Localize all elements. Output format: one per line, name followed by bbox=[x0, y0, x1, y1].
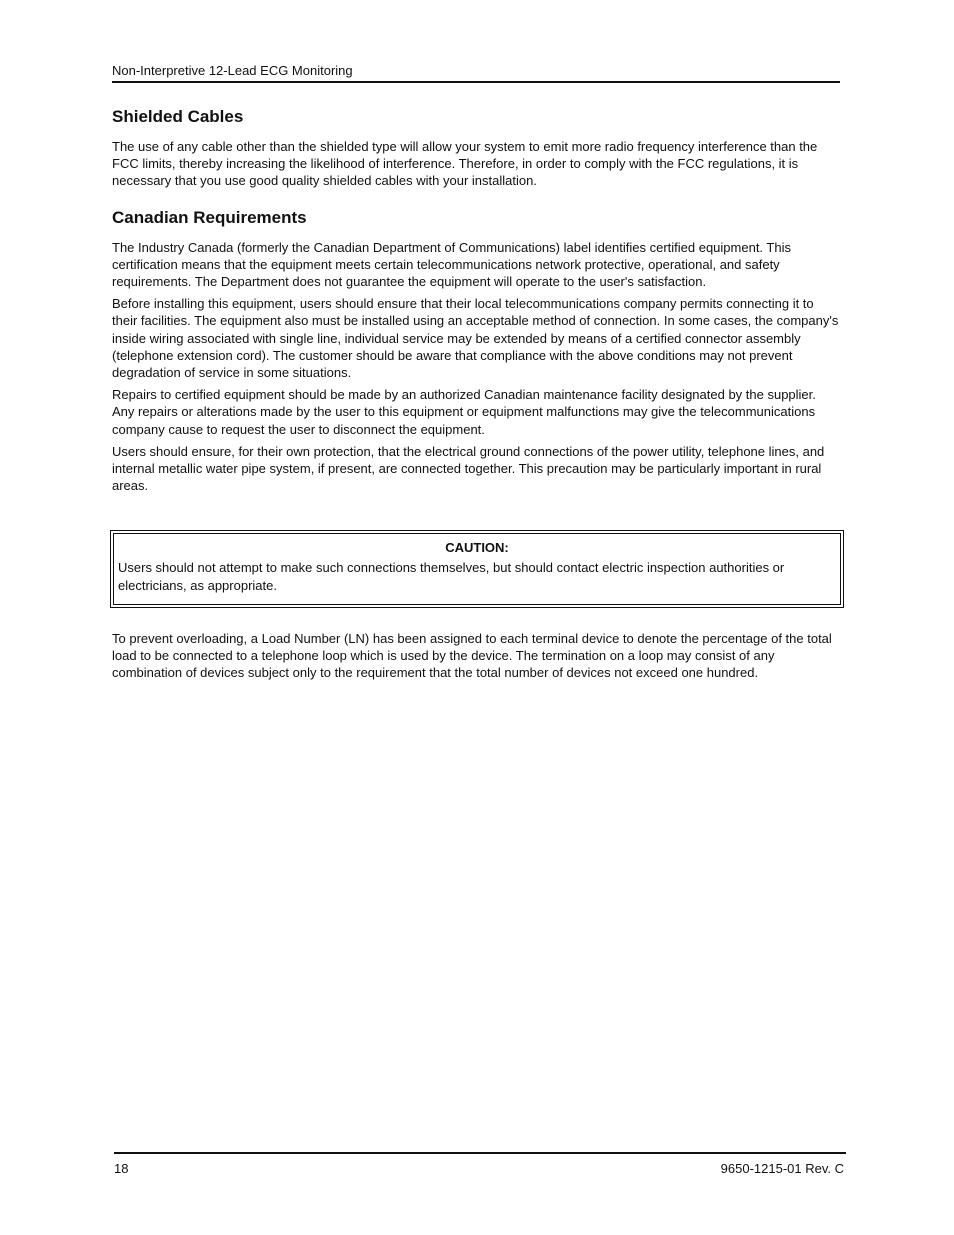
caution-box-inner bbox=[113, 533, 841, 604]
canadian-paragraph-installation: Before installing this equipment, users should ensure that their local telecommunications company permits connecting it to their facilities. The equipment also must be installed using an acceptable method of connection. In some cases, the company's inside wiring associated with single line, individual service may be extended by means of a certified connector assembly (telephone extension cord). The customer should be aware that compliance with the above conditions may not prevent degradation of service in some situations. bbox=[112, 296, 839, 381]
running-header: Non-Interpretive 12-Lead ECG Monitoring bbox=[112, 63, 353, 78]
document-id: 9650-1215-01 Rev. C bbox=[720, 1161, 844, 1176]
canadian-paragraph-grounding: Users should ensure, for their own protection, that the electrical ground connections of the power utility, telephone lines, and internal metallic water pipe system, if present, are connected together. This precaution may be particularly important in rural areas. bbox=[112, 443, 825, 494]
shielded-cables-paragraph: The use of any cable other than the shielded type will allow your system to emit more radio frequency interference than the FCC limits, thereby increasing the likelihood of interference. Therefore, in order to comply with the FCC regulations, it is necessary that you use good quality shielded cables with your installation. bbox=[112, 139, 818, 189]
section-heading-shielded-cables: Shielded Cables bbox=[112, 107, 244, 126]
canadian-paragraph-repairs: Repairs to certified equipment should be made by an authorized Canadian maintenance facility designated by the supplier. Any repairs or alterations made by the user to this equipment or equipment malfunctions may give the telecommunications company cause to request the user to disconnect the equipment. bbox=[112, 387, 816, 437]
page-content bbox=[112, 106, 840, 686]
canadian-paragraph-certification: The Industry Canada (formerly the Canadian Department of Communications) label identifies certified equipment. This certification means that the equipment meets certain telecommunications network protective, operational, and safety requirements. The Department does not guarantee the equipment will operate to the user's satisfaction. bbox=[112, 239, 791, 290]
caution-title: CAUTION: bbox=[445, 540, 509, 556]
page-number: 18 bbox=[114, 1161, 129, 1176]
caution-box bbox=[110, 530, 844, 607]
load-number-paragraph: To prevent overloading, a Load Number (LN) has been assigned to each terminal device to denote the percentage of the total load to be connected to a telephone loop which is used by the device. The termination on a loop may consist of any combination of devices subject only to the requirement that the total number of devices not exceed one hundred. bbox=[112, 630, 832, 681]
header-rule bbox=[112, 81, 840, 83]
section-heading-canadian-requirements: Canadian Requirements bbox=[112, 207, 307, 227]
footer-rule bbox=[114, 1152, 846, 1154]
section-spacer bbox=[112, 195, 840, 207]
caution-text: Users should not attempt to make such connections themselves, but should contact electric inspection authorities or electricians, as appropriate. bbox=[118, 560, 785, 593]
